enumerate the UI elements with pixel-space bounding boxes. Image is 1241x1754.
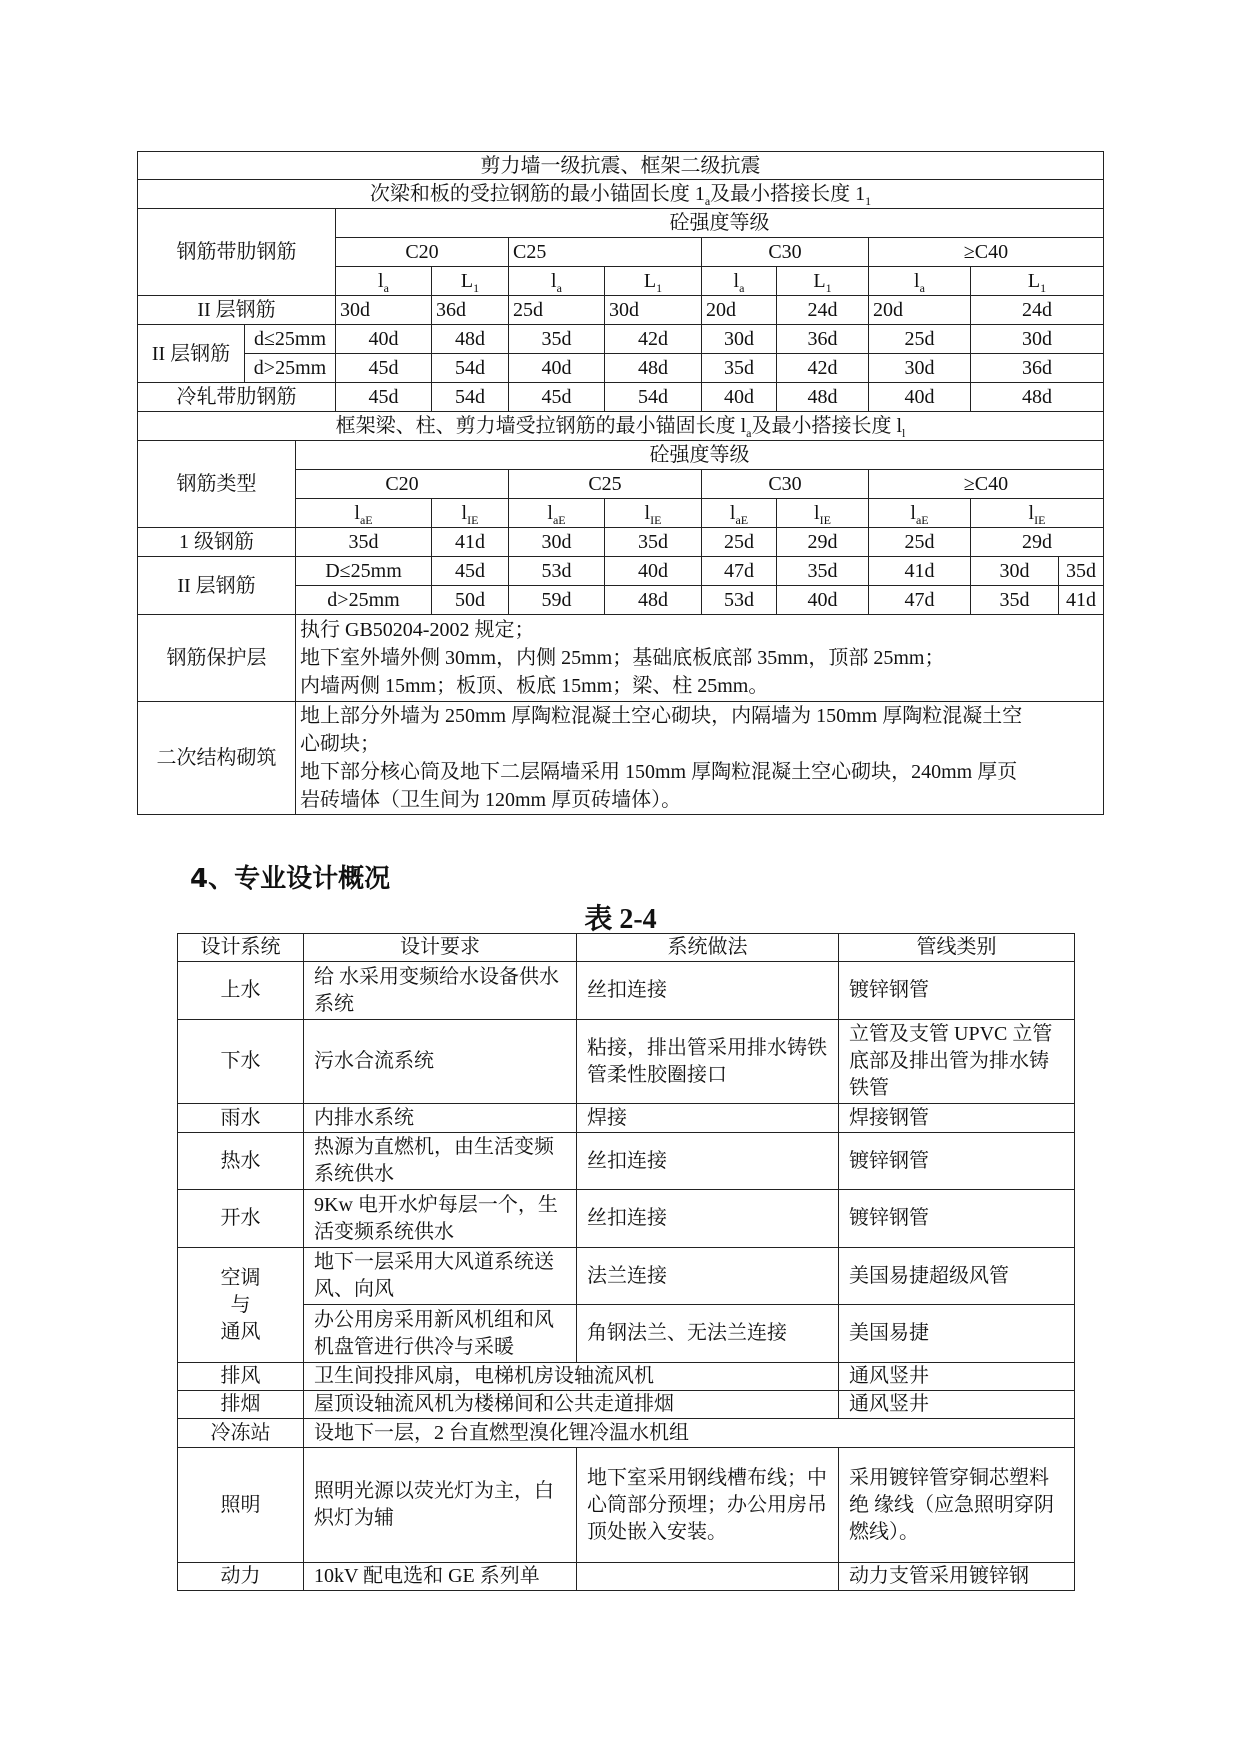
- lae-header: $l_{aE}$: [509, 499, 605, 528]
- method-cell: 粘接，排出管采用排水铸铁管柔性胶圈接口: [577, 1020, 839, 1104]
- table-row: [178, 1363, 1075, 1391]
- cell: 20d: [869, 296, 971, 325]
- pipe-cell: 美国易捷: [839, 1305, 1075, 1363]
- part1-rowhead: 钢筋带肋钢筋: [138, 209, 336, 296]
- cell: 30d: [605, 296, 702, 325]
- grade-c40: ≥C40: [869, 238, 1104, 267]
- lae-header: $l_{aE}$: [869, 499, 971, 528]
- table-row: [138, 383, 1104, 412]
- part1-subtitle: 次梁和板的受拉钢筋的最小锚固长度 $1_a$及最小搭接长度 $1_1$: [138, 180, 1104, 209]
- requirement-cell: 9Kw 电开水炉每层一个，生活变频系统供水: [304, 1190, 577, 1248]
- cell: 53d: [702, 586, 777, 615]
- pipe-cell: 动力支管采用镀锌钢: [839, 1563, 1075, 1591]
- rebar-spec-table: [137, 151, 1104, 815]
- cell: 36d: [971, 354, 1104, 383]
- pipe-cell: 立管及支管 UPVC 立管底部及排出管为排水铸铁管: [839, 1020, 1075, 1104]
- part2-rowhead: 钢筋类型: [138, 441, 296, 528]
- cell: 35d: [509, 325, 605, 354]
- cell: 42d: [605, 325, 702, 354]
- row-label: D≤25mm: [296, 557, 432, 586]
- lie-header: $l_{IE}$: [777, 499, 869, 528]
- table-row: [178, 1104, 1075, 1133]
- cell: 35d: [605, 528, 702, 557]
- system-cell: 照明: [178, 1448, 304, 1563]
- cell: 41d: [432, 528, 509, 557]
- cell: 35d: [296, 528, 432, 557]
- cell: 42d: [777, 354, 869, 383]
- row-label: d>25mm: [296, 586, 432, 615]
- pipe-cell: 镀锌钢管: [839, 1190, 1075, 1248]
- part1-strength-header: 砼强度等级: [336, 209, 1104, 238]
- cell: 40d: [336, 325, 432, 354]
- pipe-cell: 美国易捷超级风管: [839, 1248, 1075, 1305]
- method-cell: 法兰连接: [577, 1248, 839, 1305]
- cell: 29d: [971, 528, 1104, 557]
- la-header: $l_a$: [702, 267, 777, 296]
- method-cell: [577, 1563, 839, 1591]
- cell: 36d: [777, 325, 869, 354]
- lae-header: $l_{aE}$: [702, 499, 777, 528]
- grade-c25: C25: [509, 470, 702, 499]
- requirement-cell: 设地下一层，2 台直燃型溴化锂冷温水机组: [304, 1419, 1075, 1448]
- la-header: $l_a$: [509, 267, 605, 296]
- requirement-cell: 办公用房采用新风机组和风机盘管进行供冷与采暖: [304, 1305, 577, 1363]
- cell: 40d: [605, 557, 702, 586]
- cell: 35d: [702, 354, 777, 383]
- cell: 30d: [971, 325, 1104, 354]
- cell: 54d: [432, 383, 509, 412]
- table-row: [178, 1133, 1075, 1190]
- cell: 29d: [777, 528, 869, 557]
- row-label: 1 级钢筋: [138, 528, 296, 557]
- system-cell: 热水: [178, 1133, 304, 1190]
- cell: 36d: [432, 296, 509, 325]
- row-group-label: II 层钢筋: [138, 557, 296, 615]
- cell: 47d: [869, 586, 971, 615]
- lie-header: $l_{IE}$: [432, 499, 509, 528]
- cell: 45d: [509, 383, 605, 412]
- row-label: 冷轧带肋钢筋: [138, 383, 336, 412]
- cell: 48d: [777, 383, 869, 412]
- pipe-cell: 镀锌钢管: [839, 1133, 1075, 1190]
- grade-c30: C30: [702, 238, 869, 267]
- design-overview-table: [177, 933, 1075, 1591]
- table-row: [178, 962, 1075, 1020]
- cell: 50d: [432, 586, 509, 615]
- requirement-cell: 照明光源以荧光灯为主，白炽灯为辅: [304, 1448, 577, 1563]
- grade-c25: C25: [509, 238, 702, 267]
- cell: 35d: [1059, 557, 1104, 586]
- part2-subtitle: 框架梁、柱、剪力墙受拉钢筋的最小锚固长度 $l_a$及最小搭接长度 $l_l$: [138, 412, 1104, 441]
- cell: 45d: [336, 383, 432, 412]
- cell: 48d: [971, 383, 1104, 412]
- cell: 47d: [702, 557, 777, 586]
- table-row: [178, 1190, 1075, 1248]
- cell: 30d: [971, 557, 1059, 586]
- cell: 35d: [971, 586, 1059, 615]
- cell: 25d: [869, 325, 971, 354]
- cell: 25d: [869, 528, 971, 557]
- la-header: $l_a$: [869, 267, 971, 296]
- table-row: [178, 1448, 1075, 1563]
- method-cell: 地下室采用钢线槽布线；中心筒部分预埋；办公用房吊顶处嵌入安装。: [577, 1448, 839, 1563]
- cell: 40d: [509, 354, 605, 383]
- method-cell: 焊接: [577, 1104, 839, 1133]
- l1-header: $L_1$: [971, 267, 1104, 296]
- system-cell: 开水: [178, 1190, 304, 1248]
- system-cell: 空调 与 通风: [178, 1248, 304, 1363]
- table-row: [178, 1391, 1075, 1419]
- table-row: [138, 557, 1104, 586]
- pipe-cell: 通风竖井: [839, 1391, 1075, 1419]
- cell: 40d: [869, 383, 971, 412]
- pipe-cell: 通风竖井: [839, 1363, 1075, 1391]
- grade-c20: C20: [336, 238, 509, 267]
- header-requirement: 设计要求: [304, 934, 577, 962]
- cell: 45d: [336, 354, 432, 383]
- pipe-cell: 镀锌钢管: [839, 962, 1075, 1020]
- table-row: [138, 325, 1104, 354]
- table-title: 剪力墙一级抗震、框架二级抗震: [138, 152, 1104, 180]
- system-cell: 排烟: [178, 1391, 304, 1419]
- cell: 30d: [509, 528, 605, 557]
- method-cell: 丝扣连接: [577, 1133, 839, 1190]
- part2-strength-header: 砼强度等级: [296, 441, 1104, 470]
- cell: 41d: [1059, 586, 1104, 615]
- requirement-cell: 内排水系统: [304, 1104, 577, 1133]
- requirement-cell: 10kV 配电选和 GE 系列单: [304, 1563, 577, 1591]
- table-row: [178, 1419, 1075, 1448]
- row-group-label: II 层钢筋: [138, 325, 245, 383]
- row-label: d≤25mm: [245, 325, 336, 354]
- system-cell: 冷冻站: [178, 1419, 304, 1448]
- requirement-cell: 卫生间投排风扇，电梯机房设轴流风机: [304, 1363, 839, 1391]
- requirement-cell: 热源为直燃机，由生活变频系统供水: [304, 1133, 577, 1190]
- pipe-cell: 采用镀锌管穿铜芯塑料绝 缘线（应急照明穿阴燃线）。: [839, 1448, 1075, 1563]
- system-cell: 雨水: [178, 1104, 304, 1133]
- cell: 59d: [509, 586, 605, 615]
- system-cell: 排风: [178, 1363, 304, 1391]
- system-cell: 下水: [178, 1020, 304, 1104]
- cell: 40d: [777, 586, 869, 615]
- l1-header: $L_1$: [777, 267, 869, 296]
- cell: 20d: [702, 296, 777, 325]
- la-header: $l_a$: [336, 267, 432, 296]
- cell: 24d: [971, 296, 1104, 325]
- pipe-cell: 焊接钢管: [839, 1104, 1075, 1133]
- cell: 48d: [432, 325, 509, 354]
- lie-header: $l_{IE}$: [971, 499, 1104, 528]
- masonry-text: 地上部分外墙为 250mm 厚陶粒混凝土空心砌块，内隔墙为 150mm 厚陶粒混凝土空 心砌块； 地下部分核心筒及地下二层隔墙采用 150mm 厚陶粒混凝土空心砌块，240mm 厚页 岩砖墙体（卫生间为 120mm 厚页砖墙体）。: [296, 702, 1104, 815]
- requirement-cell: 给 水采用变频给水设备供水系统: [304, 962, 577, 1020]
- requirement-cell: 污水合流系统: [304, 1020, 577, 1104]
- cell: 48d: [605, 586, 702, 615]
- cell: 41d: [869, 557, 971, 586]
- cell: 53d: [509, 557, 605, 586]
- table-row: [178, 1305, 1075, 1363]
- header-method: 系统做法: [577, 934, 839, 962]
- grade-c30: C30: [702, 470, 869, 499]
- l1-header: $L_1$: [605, 267, 702, 296]
- method-cell: 丝扣连接: [577, 1190, 839, 1248]
- table-row: [178, 1248, 1075, 1305]
- cell: 25d: [509, 296, 605, 325]
- system-cell: 动力: [178, 1563, 304, 1591]
- system-cell: 上水: [178, 962, 304, 1020]
- cell: 45d: [432, 557, 509, 586]
- cell: 30d: [336, 296, 432, 325]
- lie-header: $l_{IE}$: [605, 499, 702, 528]
- l1-header: $L_1$: [432, 267, 509, 296]
- cell: 40d: [702, 383, 777, 412]
- cell: 25d: [702, 528, 777, 557]
- table-row: [178, 1020, 1075, 1104]
- cell: 30d: [702, 325, 777, 354]
- cell: 35d: [777, 557, 869, 586]
- method-cell: 角钢法兰、无法兰连接: [577, 1305, 839, 1363]
- cell: 48d: [605, 354, 702, 383]
- row-label: d>25mm: [245, 354, 336, 383]
- cell: 24d: [777, 296, 869, 325]
- grade-c40: ≥C40: [869, 470, 1104, 499]
- header-system: 设计系统: [178, 934, 304, 962]
- section-heading: 4、专业设计概况: [190, 864, 391, 894]
- table-row: [138, 354, 1104, 383]
- cover-text: 执行 GB50204-2002 规定； 地下室外墙外侧 30mm，内侧 25mm；基础底板底部 35mm，顶部 25mm； 内墙两侧 15mm；板顶、板底 15mm；梁、柱 25mm。: [296, 615, 1104, 702]
- cell: 30d: [869, 354, 971, 383]
- cell: 54d: [605, 383, 702, 412]
- grade-c20: C20: [296, 470, 509, 499]
- table-row: [178, 1563, 1075, 1591]
- table-caption: 表 2-4: [584, 904, 657, 935]
- method-cell: 丝扣连接: [577, 962, 839, 1020]
- row-label: II 层钢筋: [138, 296, 336, 325]
- requirement-cell: 屋顶设轴流风机为楼梯间和公共走道排烟: [304, 1391, 839, 1419]
- header-pipe: 管线类别: [839, 934, 1075, 962]
- masonry-label: 二次结构砌筑: [138, 702, 296, 815]
- lae-header: $l_{aE}$: [296, 499, 432, 528]
- table-row: [138, 528, 1104, 557]
- cover-label: 钢筋保护层: [138, 615, 296, 702]
- requirement-cell: 地下一层采用大风道系统送风、向风: [304, 1248, 577, 1305]
- cell: 54d: [432, 354, 509, 383]
- table-row: [138, 296, 1104, 325]
